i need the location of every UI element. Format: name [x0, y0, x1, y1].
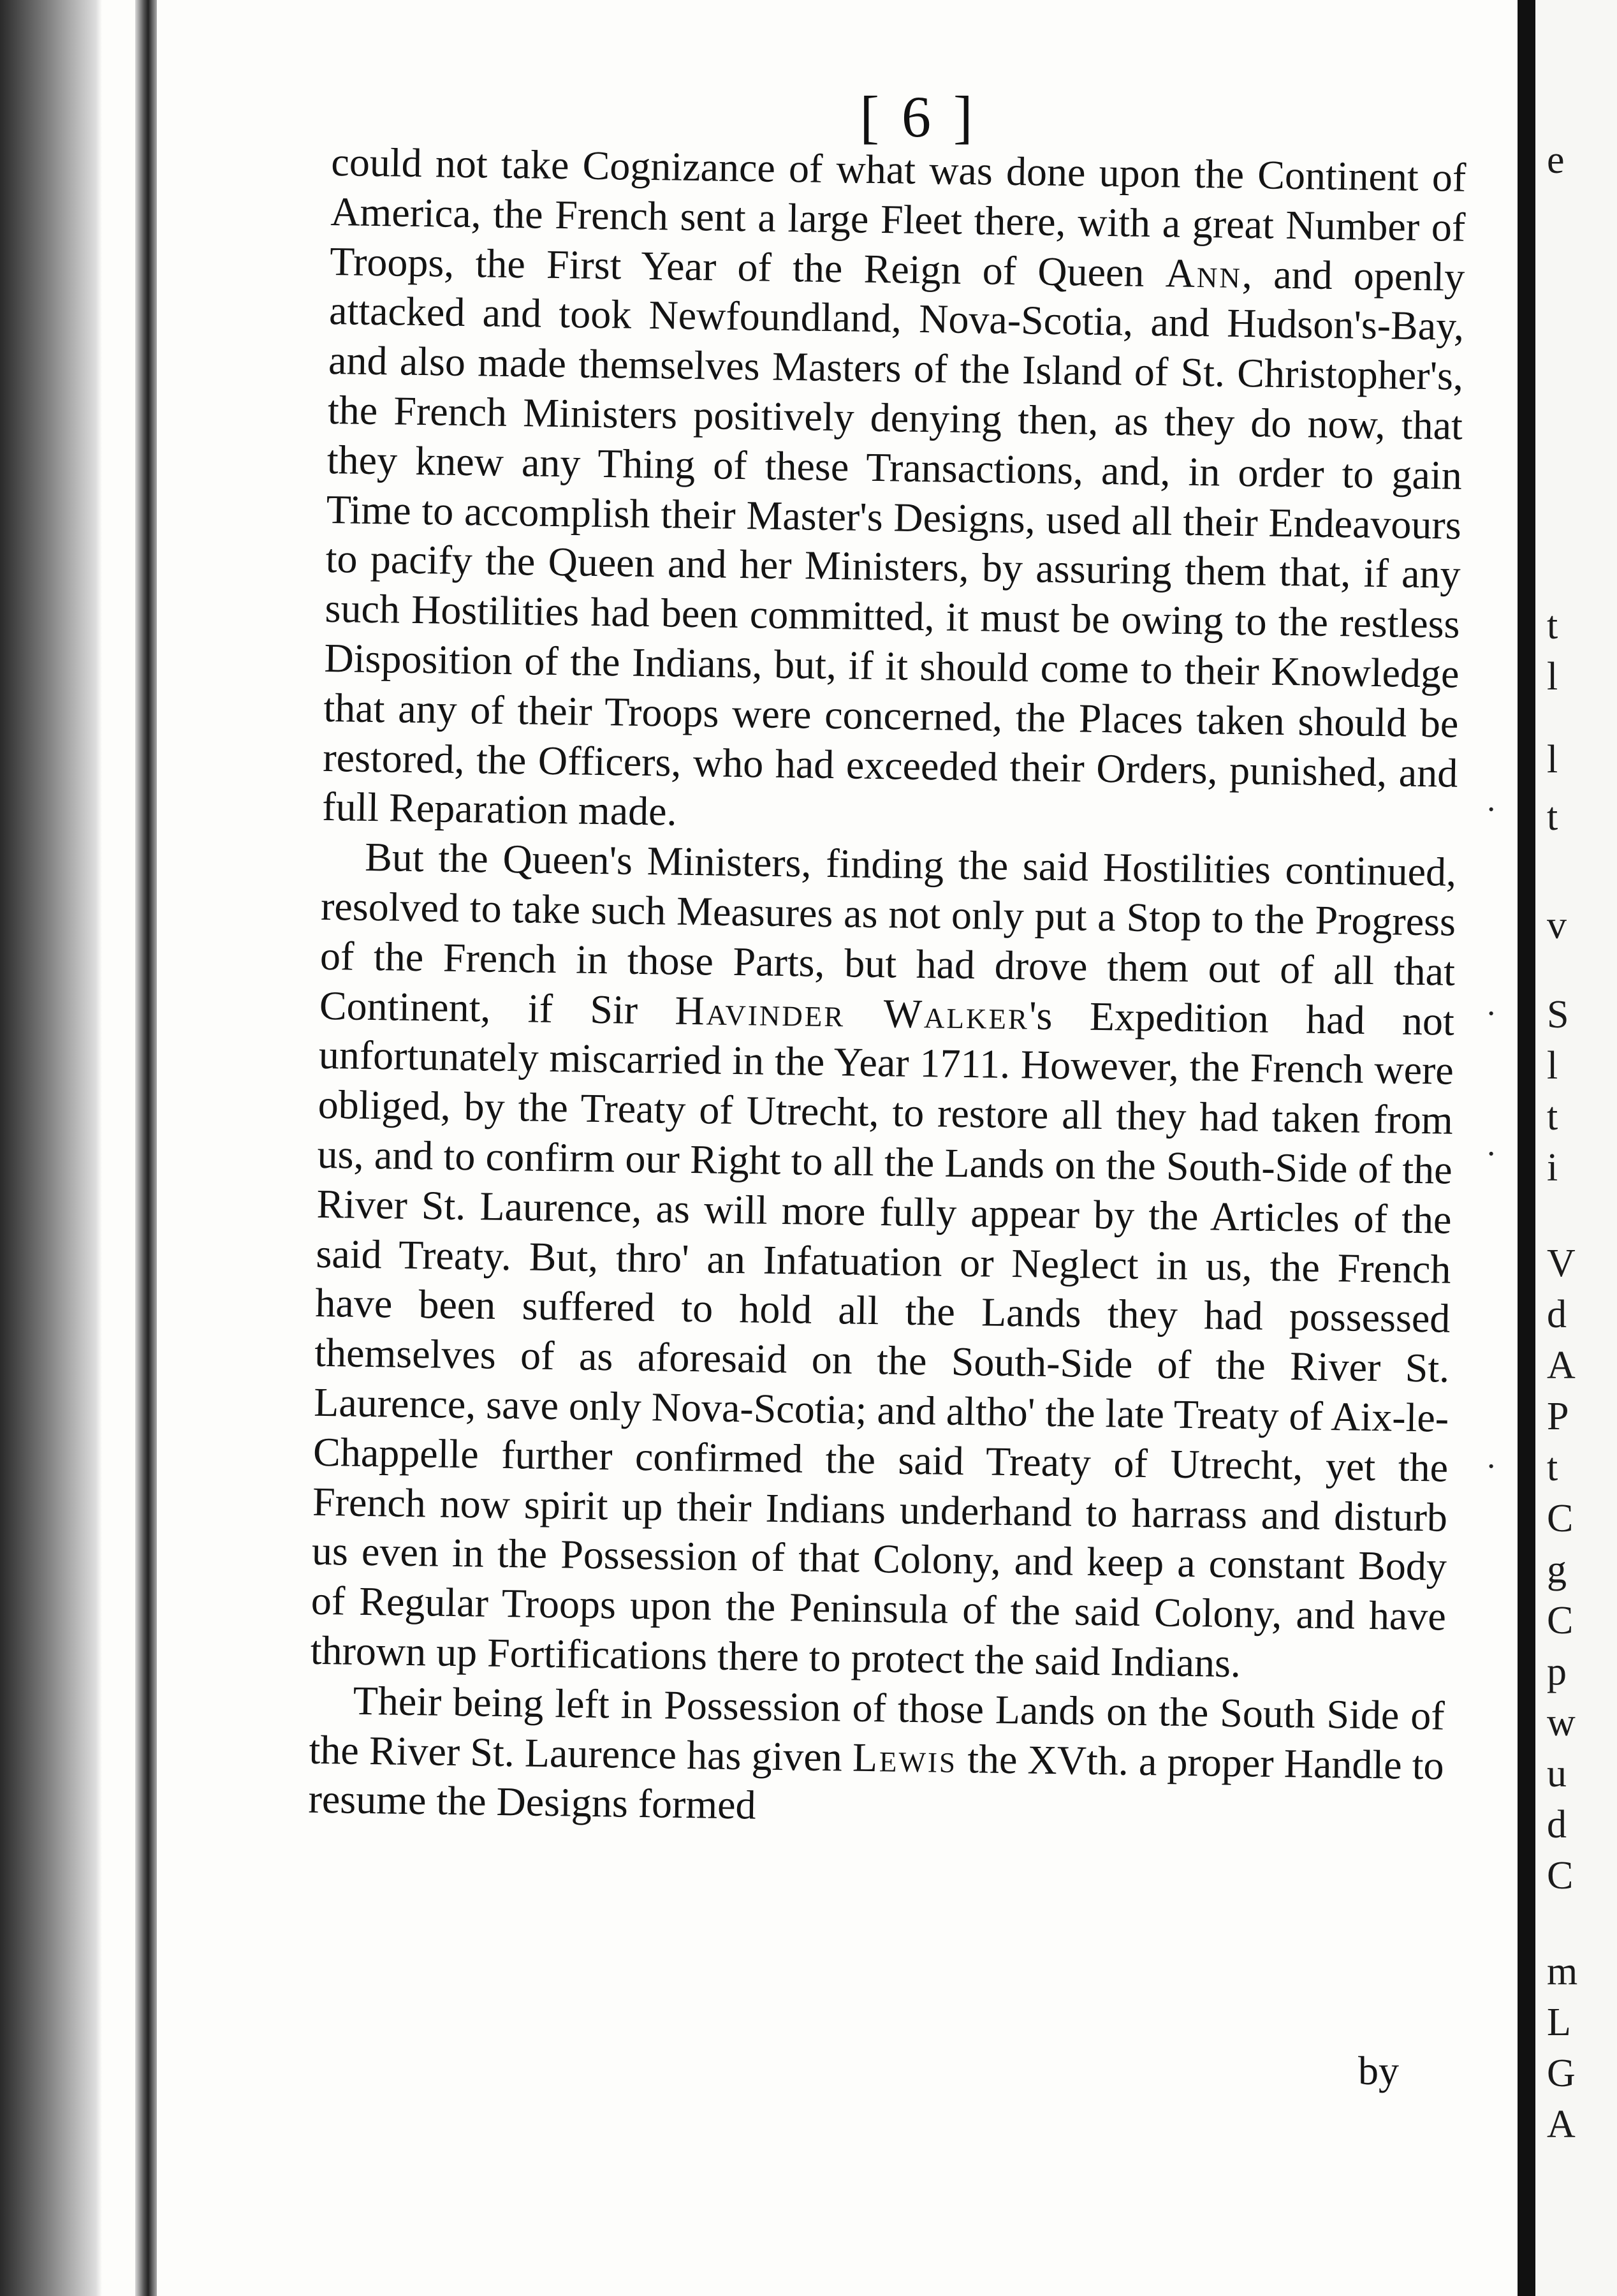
book-edge-shadow	[0, 0, 102, 2296]
facing-page-fragment: C	[1547, 1599, 1574, 1642]
facing-page-fragment: v	[1547, 904, 1567, 947]
facing-page-fragment: d	[1547, 1803, 1567, 1846]
facing-page-fragment: A	[1547, 1344, 1576, 1387]
text-run: Their being left in Possession of those Lands on the South Side of the River St. Laurence has given	[309, 1677, 1445, 1780]
paragraph-1	[322, 137, 1467, 848]
facing-page-edge	[1535, 0, 1617, 2296]
facing-page-fragment: G	[1547, 2052, 1576, 2095]
facing-page-fragment: V	[1547, 1242, 1576, 1285]
book-gutter	[1518, 0, 1535, 2296]
facing-page-fragment: t	[1547, 1446, 1558, 1489]
text-run: the XVth. a proper Handle to resume the Designs formed	[308, 1735, 1445, 1828]
facing-page-fragment: l	[1547, 655, 1558, 698]
facing-page-fragment: l	[1547, 1044, 1558, 1087]
page-edge-line	[135, 0, 157, 2296]
small-caps-run: Lewis	[852, 1734, 958, 1781]
small-caps-run: Havinder Walker	[675, 987, 1030, 1038]
paragraph-2	[310, 832, 1456, 1691]
small-caps-run: Ann	[1165, 249, 1243, 297]
text-run: 's Expedition had not unfortunately miscarried in the Year 1711. However, the French were obliged, by the Treaty of Utrecht, to restore all they had taken from us, and to confirm our Right to all the Lands on the South-Side of the River St. Laurence, as will more fully appear by the Articles of the said Treaty. But, thro' an Infatuation or Neglect in us, the French have been suffered to hold all the Lands they had possessed themselves of as aforesaid on the South-Side of the River St. Laurence, save only Nova-Scotia; and altho' the late Treaty of Aix-le-Chappelle further confirmed the said Treaty of Utrecht, yet the French now spirit up their Indians underhand to harrass and disturb us even in the Possession of that Colony, and keep a constant Body of Regular Troops upon the Peninsula of the said Colony, and have thrown up Fortifications there to protect the said Indians.	[310, 992, 1455, 1686]
facing-page-fragment: e	[1547, 138, 1565, 182]
paragraph-3	[308, 1675, 1445, 1839]
facing-page-fragment: L	[1547, 2001, 1571, 2044]
margin-mark: ·	[1486, 1136, 1497, 1172]
facing-page-fragment: t	[1547, 604, 1558, 647]
facing-page-fragment: P	[1547, 1395, 1569, 1438]
margin-mark: ·	[1486, 996, 1497, 1032]
text-run: But the Queen's Ministers, finding the said Hostilities continued, resolved to take such Measures as not only put a Stop to the Progress of the French in those Parts, but had drove them out of all that Continent, if Sir	[319, 834, 1457, 1033]
text-run: , and openly attacked and took Newfoundland, Nova-Scotia, and Hudson's-Bay, and also made themselves Masters of the Island of St. Christopher's, the French Ministers positively denying then, as they do now, that they knew any Thing of these Transactions, and, in order to gain Time to accomplish their Master's Designs, used all their Endeavours to pacify the Queen and her Ministers, by assuring them that, if any such Hostilities had been committed, it must be owing to the restless Disposition of the Indians, but, if it should come to their Knowledge that any of their Troops were concerned, the Places taken should be restored, the Officers, who had exceeded their Orders, punished, and full Reparation made.	[321, 251, 1465, 835]
facing-page-fragment: A	[1547, 2103, 1576, 2146]
facing-page-fragment: C	[1547, 1854, 1574, 1897]
facing-page-fragment: p	[1547, 1650, 1567, 1693]
margin-mark: ·	[1486, 1448, 1497, 1485]
facing-page-fragment: C	[1547, 1497, 1574, 1540]
catchword: by	[1358, 2048, 1399, 2093]
margin-mark: ·	[1486, 791, 1497, 828]
facing-page-fragment: m	[1547, 1950, 1578, 1993]
facing-page-fragment: l	[1547, 738, 1558, 781]
text-run: could not take Cognizance of what was done upon the Continent of America, the French sent a large Fleet there, with a great Number of Troops, the First Year of the Reign of Queen	[329, 138, 1467, 295]
facing-page-fragment: t	[1547, 795, 1558, 839]
facing-page-fragment: g	[1547, 1548, 1567, 1591]
facing-page-fragment: i	[1547, 1146, 1558, 1189]
facing-page-fragment: t	[1547, 1095, 1558, 1138]
page-number: [ 6 ]	[860, 84, 977, 149]
facing-page-fragment: w	[1547, 1701, 1576, 1744]
facing-page-fragment: u	[1547, 1752, 1567, 1795]
facing-page-fragment: d	[1547, 1293, 1567, 1336]
facing-page-fragment: S	[1547, 993, 1569, 1036]
body-text	[308, 137, 1467, 1840]
